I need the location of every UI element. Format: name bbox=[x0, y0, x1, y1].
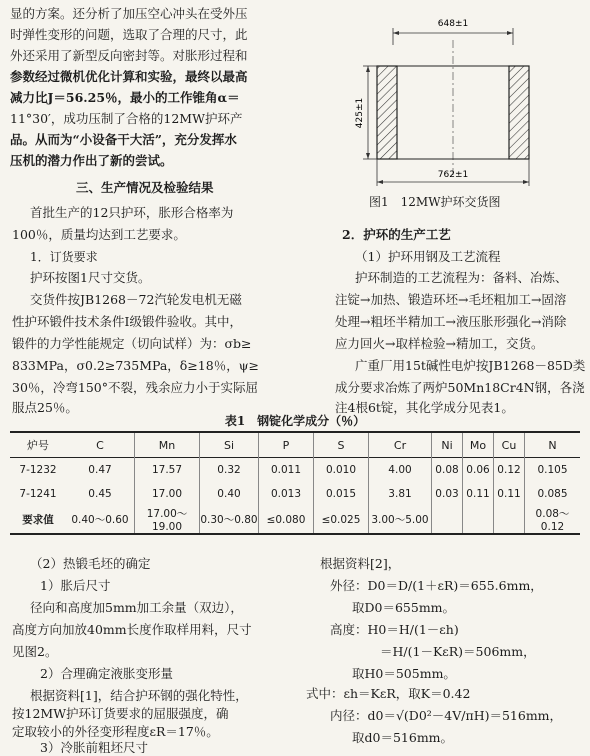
text-line: 11°30′，成功压制了合格的12MW护环产 bbox=[10, 111, 243, 126]
table-cell: 17.57 bbox=[135, 458, 200, 483]
text-line: 处理→粗坯半精加工→液压胀形强化→消除 bbox=[335, 314, 567, 329]
formula-outer-diameter: 外径：D0＝D/(1＋εR)＝655.6mm， bbox=[330, 578, 543, 593]
text-line: 参数经过微机优化计算和实验，最终以最高 bbox=[10, 69, 248, 84]
table-cell: 3.00～5.00 bbox=[369, 506, 432, 534]
text-line: 性护环锻件技术条件Ⅰ级锻件验收。其中， bbox=[12, 314, 242, 329]
dim-top-label: 648±1 bbox=[437, 19, 469, 29]
text-line: 径向和高度加5mm加工余量（双边）， bbox=[30, 600, 243, 615]
subsection-heading: （2）热锻毛坯的确定 bbox=[30, 556, 151, 571]
formula-inner-diameter: 内径：d0＝√(D0²－4V/πH)＝516mm， bbox=[330, 708, 563, 723]
table-cell: ≤0.080 bbox=[259, 506, 314, 534]
text-line: 锻件的力学性能规定（切向试样）为：σb≥ bbox=[12, 336, 252, 351]
text-line: 护环按图1尺寸交货。 bbox=[30, 270, 151, 285]
text-line: 2）合理确定液胀变形量 bbox=[40, 666, 173, 681]
formula-line: 取D0＝655mm。 bbox=[352, 600, 456, 615]
subsection-heading: 1．订货要求 bbox=[30, 250, 98, 264]
table-cell bbox=[494, 506, 525, 534]
table-cell: 0.013 bbox=[259, 482, 314, 506]
header-cell: Ni bbox=[432, 432, 463, 458]
header-cell: N bbox=[525, 432, 581, 458]
text-line: 应力回火→取样检验→精加工，交货。 bbox=[335, 336, 544, 351]
text-line: 成分要求冶炼了两炉50Mn18Cr4N钢，各浇 bbox=[335, 380, 585, 395]
header-cell: P bbox=[259, 432, 314, 458]
table-title: 表1 钢锭化学成分（％） bbox=[224, 414, 366, 428]
text-line: 按12MW护环订货要求的屈服强度，确 bbox=[12, 706, 229, 721]
text-line: 1）胀后尺寸 bbox=[40, 578, 111, 593]
section-heading: 三、生产情况及检验结果 bbox=[76, 180, 214, 195]
table-cell: 0.08～0.12 bbox=[525, 506, 581, 534]
text-line: 显的方案。还分析了加压空心冲头在受外压 bbox=[10, 6, 248, 21]
table-cell: 0.011 bbox=[259, 458, 314, 483]
table-cell: 0.45 bbox=[88, 488, 112, 500]
formula-line: 取H0＝505mm。 bbox=[352, 666, 456, 681]
ring-drawing bbox=[335, 0, 590, 215]
table-1 bbox=[10, 411, 580, 535]
table-cell: 7-1241 bbox=[19, 488, 57, 500]
text-line: 定取较小的外径变形程度εR＝17％。 bbox=[12, 724, 219, 739]
table-cell: ≤0.025 bbox=[314, 506, 369, 534]
formula-height: 高度：H0＝H/(1－εh) bbox=[330, 622, 459, 637]
table-cell: 17.00～19.00 bbox=[135, 506, 200, 534]
text-line: 服点25％。 bbox=[12, 400, 78, 415]
header-cell: Cu bbox=[494, 432, 525, 458]
table-cell bbox=[432, 506, 463, 534]
table-row bbox=[10, 482, 580, 506]
table-cell: 0.40 bbox=[200, 482, 259, 506]
table-cell: 0.11 bbox=[463, 482, 494, 506]
text-line: 品。从而为“小设备干大活”，充分发挥水 bbox=[10, 132, 237, 147]
text-line: 注4根6t锭，其化学成分见表1。 bbox=[335, 400, 514, 415]
table-cell: 17.00 bbox=[135, 482, 200, 506]
formula-line: ＝H/(1－KεR)＝506mm， bbox=[380, 644, 536, 659]
table-cell: 0.010 bbox=[314, 458, 369, 483]
dim-bottom-label: 762±1 bbox=[437, 170, 469, 180]
text-line: 见图2。 bbox=[12, 644, 58, 659]
text-line: 注锭→加热、锻造环坯→毛坯粗加工→固溶 bbox=[335, 292, 567, 307]
subsection-heading: （1）护环用钢及工艺流程 bbox=[355, 249, 501, 264]
table-cell: 0.03 bbox=[432, 482, 463, 506]
formula-line: 式中：εh＝KεR，取K＝0.42 bbox=[306, 686, 471, 701]
text-line: 减力比J＝56.25％，最小的工作锥角α＝ bbox=[10, 90, 240, 105]
text-line: 833MPa，σ0.2≥735MPa，δ≥18％，ψ≥ bbox=[12, 358, 259, 373]
table-cell: 0.12 bbox=[494, 458, 525, 483]
text-line: 100％，质量均达到工艺要求。 bbox=[12, 227, 186, 242]
formula-line: 取d0＝516mm。 bbox=[352, 730, 454, 745]
table-row bbox=[10, 506, 580, 534]
figure-1 bbox=[335, 0, 590, 215]
table-cell: 0.085 bbox=[525, 482, 581, 506]
text-line: 30％，冷弯150°不裂，残余应力小于实际屈 bbox=[12, 380, 259, 395]
header-cell: Cr bbox=[369, 432, 432, 458]
table-cell: 0.40～0.60 bbox=[71, 514, 129, 526]
text-line: 压机的潜力作出了新的尝试。 bbox=[10, 153, 173, 168]
header-cell: C bbox=[96, 438, 104, 452]
text-line: 高度方向加放40mm长度作取样用料，尺寸 bbox=[12, 622, 252, 637]
text-line: 交货件按JB1268－72汽轮发电机无磁 bbox=[30, 292, 242, 307]
table-cell: 7-1232 bbox=[19, 464, 57, 476]
table-row bbox=[10, 458, 580, 483]
text-line: 根据资料[2]， bbox=[320, 556, 401, 571]
table-cell: 要求值 bbox=[22, 514, 54, 526]
section-heading: 2．护环的生产工艺 bbox=[342, 227, 451, 242]
header-cell: Mn bbox=[135, 432, 200, 458]
dim-side-label: 425±1 bbox=[355, 97, 365, 129]
header-cell: 炉号 bbox=[27, 439, 49, 452]
table-header-row bbox=[10, 432, 580, 458]
table-cell: 4.00 bbox=[369, 458, 432, 483]
table-cell: 3.81 bbox=[369, 482, 432, 506]
figure-caption: 图1 12MW护环交货图 bbox=[369, 195, 501, 209]
table-cell: 0.105 bbox=[525, 458, 581, 483]
header-cell: Mo bbox=[463, 432, 494, 458]
table-cell bbox=[463, 506, 494, 534]
text-line: 时弹性变形的问题，选取了合理的尺寸，此 bbox=[10, 27, 248, 42]
table-cell: 0.47 bbox=[88, 464, 112, 476]
text-line: 广重厂用15t碱性电炉按JB1268－85D类 bbox=[355, 358, 586, 373]
table-cell: 0.30～0.80 bbox=[200, 506, 259, 534]
text-line: 3）冷胀前粗坯尺寸 bbox=[40, 740, 148, 755]
text-line: 根据资料[1]，结合护环钢的强化特性， bbox=[30, 688, 248, 703]
text-line: 外还采用了新型反向密封等。对胀形过程和 bbox=[10, 48, 248, 63]
table-cell: 0.015 bbox=[314, 482, 369, 506]
table-cell: 0.11 bbox=[494, 482, 525, 506]
table-cell: 0.32 bbox=[200, 458, 259, 483]
text-line: 护环制造的工艺流程为：备料、冶炼、 bbox=[355, 270, 568, 285]
header-cell: Si bbox=[200, 432, 259, 458]
table-cell: 0.06 bbox=[463, 458, 494, 483]
text-line: 首批生产的12只护环，胀形合格率为 bbox=[30, 205, 234, 220]
header-cell: S bbox=[314, 432, 369, 458]
composition-table bbox=[10, 431, 580, 535]
table-cell: 0.08 bbox=[432, 458, 463, 483]
